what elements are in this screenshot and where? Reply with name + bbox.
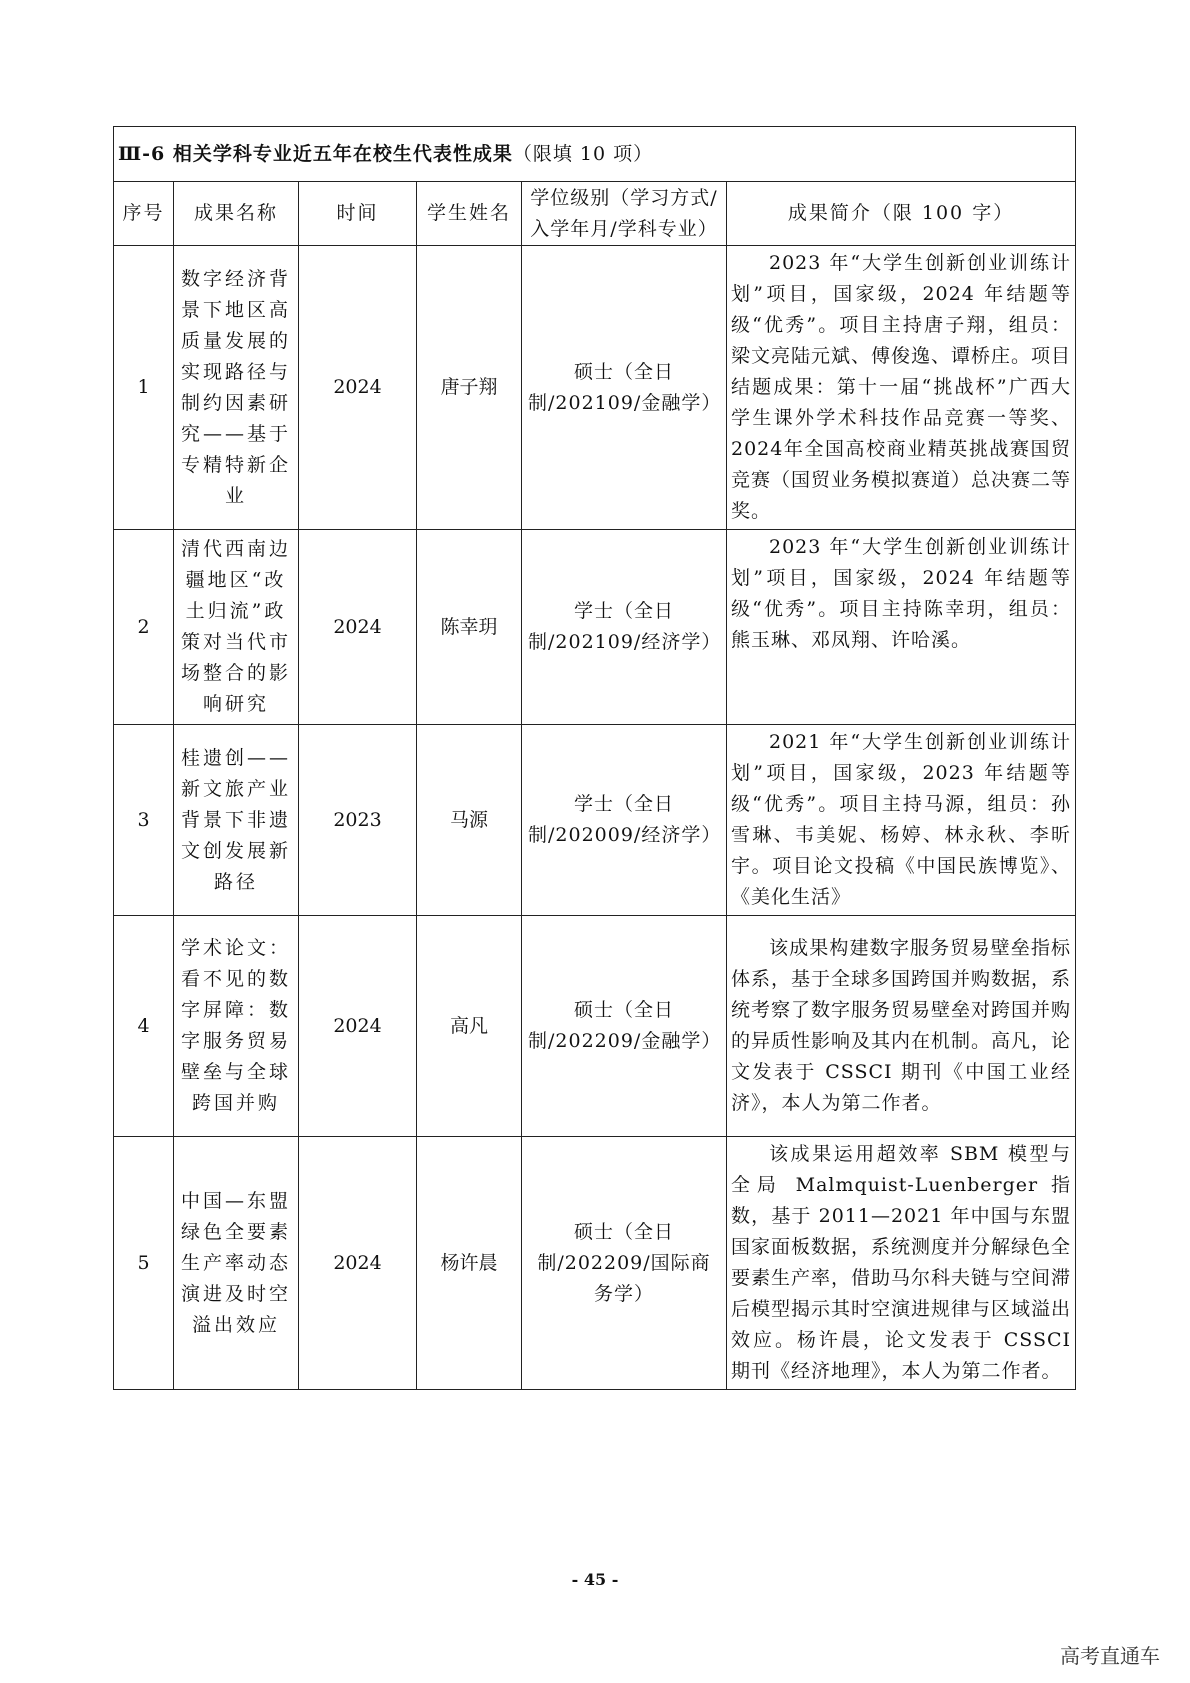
row-number: 5	[114, 1137, 174, 1390]
degree-info: 硕士（全日制/202109/金融学）	[522, 246, 727, 530]
achievement-summary	[727, 1137, 1076, 1390]
summary-text: 2021 年“大学生创新创业训练计划”项目，国家级，2023 年结题等级“优秀”。项目主持马源，组员：孙雪琳、韦美妮、杨婷、林永秋、李昕宇。项目论文投稿《中国民族博览》、《美化生活》	[731, 731, 1072, 908]
table-header-row	[114, 182, 1076, 246]
degree-info: 学士（全日制/202009/经济学）	[522, 725, 727, 916]
header-degree: 学位级别（学习方式/入学年月/学科专业）	[522, 182, 727, 246]
degree-info: 硕士（全日制/202209/金融学）	[522, 916, 727, 1137]
student-name: 陈幸玥	[417, 530, 522, 725]
header-time: 时间	[299, 182, 417, 246]
degree-info: 硕士（全日制/202209/国际商务学）	[522, 1137, 727, 1390]
table-row	[114, 530, 1076, 725]
table-title-note: （限填 10 项）	[512, 142, 654, 165]
header-no: 序号	[114, 182, 174, 246]
achievement-time: 2024	[299, 246, 417, 530]
degree-info: 学士（全日制/202109/经济学）	[522, 530, 727, 725]
achievement-summary	[727, 530, 1076, 725]
table-title-text: Ⅲ-6 相关学科专业近五年在校生代表性成果	[118, 142, 513, 165]
summary-text: 该成果运用超效率 SBM 模型与全局 Malmquist-Luenberger 指数，基于 2011—2021 年中国与东盟国家面板数据，系统测度并分解绿色全要素生产率，借助马尔科夫链与空间滞后模型揭示其时空演进规律与区域溢出效应。杨许晨，论文发表于 CSSCI 期刊《经济地理》，本人为第二作者。	[731, 1143, 1072, 1382]
table-row	[114, 246, 1076, 530]
student-name: 高凡	[417, 916, 522, 1137]
achievement-name: 学术论文：看不见的数字屏障：数字服务贸易壁垒与全球跨国并购	[174, 916, 299, 1137]
summary-text: 2023 年“大学生创新创业训练计划”项目，国家级，2024 年结题等级“优秀”。项目主持陈幸玥，组员：熊玉琳、邓凤翔、许哈溪。	[731, 536, 1072, 651]
achievement-name: 数字经济背景下地区高质量发展的实现路径与制约因素研究——基于专精特新企业	[174, 246, 299, 530]
header-name: 成果名称	[174, 182, 299, 246]
achievement-summary	[727, 916, 1076, 1137]
header-student: 学生姓名	[417, 182, 522, 246]
row-number: 4	[114, 916, 174, 1137]
table-row	[114, 1137, 1076, 1390]
row-number: 2	[114, 530, 174, 725]
table-row	[114, 916, 1076, 1137]
achievement-time: 2024	[299, 1137, 417, 1390]
achievement-time: 2023	[299, 725, 417, 916]
student-name: 唐子翔	[417, 246, 522, 530]
summary-text: 2023 年“大学生创新创业训练计划”项目，国家级，2024 年结题等级“优秀”。项目主持唐子翔，组员：梁文亮陆元斌、傅俊逸、谭桥庄。项目结题成果：第十一届“挑战杯”广西大学生课外学术科技作品竞赛一等奖、2024年全国高校商业精英挑战赛国贸竞赛（国贸业务模拟赛道）总决赛二等奖。	[731, 252, 1072, 522]
achievement-name: 清代西南边疆地区“改土归流”政策对当代市场整合的影响研究	[174, 530, 299, 725]
achievements-table	[113, 126, 1076, 1390]
student-name: 杨许晨	[417, 1137, 522, 1390]
table-title-row	[114, 127, 1076, 182]
row-number: 1	[114, 246, 174, 530]
achievement-time: 2024	[299, 530, 417, 725]
page-number: - 45 -	[571, 1570, 619, 1589]
header-summary: 成果简介（限 100 字）	[727, 182, 1076, 246]
achievement-name: 中国—东盟绿色全要素生产率动态演进及时空溢出效应	[174, 1137, 299, 1390]
watermark: 高考直通车	[1060, 1644, 1160, 1668]
achievement-time: 2024	[299, 916, 417, 1137]
table-title	[114, 127, 1076, 182]
table-row	[114, 725, 1076, 916]
summary-text: 该成果构建数字服务贸易壁垒指标体系，基于全球多国跨国并购数据，系统考察了数字服务贸易壁垒对跨国并购的异质性影响及其内在机制。高凡，论文发表于 CSSCI 期刊《中国工业经济》，本人为第二作者。	[731, 937, 1072, 1114]
achievement-summary	[727, 725, 1076, 916]
achievement-name: 桂遗创——新文旅产业背景下非遗文创发展新路径	[174, 725, 299, 916]
row-number: 3	[114, 725, 174, 916]
achievement-summary	[727, 246, 1076, 530]
student-name: 马源	[417, 725, 522, 916]
